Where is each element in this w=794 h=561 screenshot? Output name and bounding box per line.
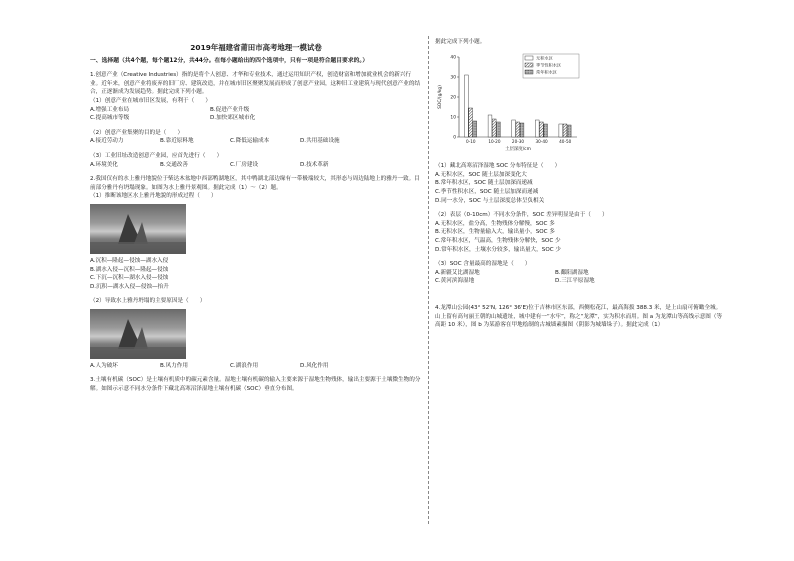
yardang-photo-2	[90, 309, 186, 359]
option[interactable]: D.同一水分，SOC 与土层深度总体呈负相关	[435, 197, 545, 204]
option[interactable]: C.降低运输成本	[230, 138, 270, 145]
option[interactable]: D.加快郊区城市化	[210, 115, 256, 122]
option[interactable]: B.交通改善	[160, 161, 188, 168]
x-axis-label: 土层深度/cm	[505, 146, 531, 152]
bar	[540, 122, 544, 137]
option[interactable]: A.人为破坏	[90, 362, 118, 369]
q3-stem-continued: 据此完成下列小题。	[435, 39, 486, 45]
soc-bar-chart	[435, 49, 585, 157]
y-axis-label: SOC/(g/kg)	[438, 84, 443, 109]
legend-swatch	[525, 70, 533, 74]
option[interactable]: A.环境美化	[90, 161, 118, 168]
option[interactable]: B.促进产业升级	[210, 106, 250, 113]
option[interactable]: C.下沉—沉积—湖水入侵—侵蚀	[90, 275, 169, 282]
q2-stem: 2.我国仅有的水上雅丹地貌位于柴达木盆地中西部鸭湖地区，其中鸭湖北部边缘有一带极端较大，其形态与周边陆地上的雅丹一致。目前部分雅丹有坍塌现象。如图为水上雅丹景观图。据此完成（1）～（2）题。	[90, 176, 420, 191]
option[interactable]: B.无积水区，生物量输入大，输出量小，SOC 多	[435, 229, 555, 236]
q1-sub3-options	[90, 161, 422, 170]
q3-sub3: （3）SOC 含量最高的湿地是（ ）	[435, 261, 531, 268]
y-tick-label: 20	[450, 95, 456, 101]
right-column	[435, 38, 725, 330]
x-tick-label: 0-10	[466, 138, 476, 144]
option[interactable]: D.常年积水区，土壤水分较多，输出量大，SOC 少	[435, 246, 562, 253]
option[interactable]: C.提高城市等级	[90, 115, 130, 122]
q1-sub3: （3）工业旧址改造创意产业园，应首先进行（ ）	[90, 152, 223, 159]
bar	[535, 120, 539, 137]
soc-chart	[435, 49, 725, 161]
option[interactable]: D.沉积—湖水入侵—侵蚀—抬升	[90, 283, 169, 290]
bar	[563, 124, 567, 137]
q1-sub2-options	[90, 137, 422, 146]
option[interactable]: C.常年积水区，气温高，生物残体分解快，SOC 少	[435, 237, 561, 244]
x-tick-label: 10-20	[488, 138, 501, 144]
q3-sub2: （2）表层（0-10cm）不同水分条件，SOC 差异明显是由于（ ）	[435, 212, 608, 219]
bar	[559, 124, 563, 137]
option[interactable]: B.常年积水区，SOC 随土层加深而递减	[435, 180, 533, 187]
q1-sub2: （2）创意产业集聚的目的是（ ）	[90, 129, 184, 136]
bar	[497, 122, 501, 137]
option[interactable]: A.无积水区，SOC 随土层加深变化大	[435, 171, 527, 178]
legend-swatch	[525, 63, 533, 67]
left-column	[90, 38, 422, 394]
option[interactable]: A.无积水区，盐分高，生物残体分解慢，SOC 多	[435, 220, 555, 227]
x-tick-label: 30-40	[535, 138, 548, 144]
option[interactable]: A.接近劳动力	[90, 138, 124, 145]
bar	[473, 121, 477, 137]
page-title: 2019年福建省莆田市高考地理一模试卷	[190, 43, 322, 52]
option[interactable]: B.靠近原料地	[160, 138, 194, 145]
option[interactable]: B.风力作用	[160, 362, 188, 369]
y-tick-label: 10	[450, 115, 456, 121]
option[interactable]: D.共用基础设施	[300, 138, 340, 145]
legend-label: 无积水区	[536, 55, 553, 61]
legend-label: 季节性积水区	[536, 62, 562, 68]
option[interactable]: C.湖浪作用	[230, 362, 259, 369]
q1-sub1: （1）创意产业在城市旧区发展，有利于（ ）	[90, 97, 212, 104]
y-tick-label: 0	[453, 135, 456, 141]
q2-sub2: （2）导致水上雅丹坍塌的主要原因是（ ）	[90, 298, 206, 305]
option[interactable]: A.新疆艾比湖湿地	[435, 269, 480, 276]
bar	[488, 115, 492, 137]
bar	[469, 108, 473, 137]
bar	[544, 124, 548, 137]
bar	[492, 119, 496, 137]
option[interactable]: D.技术革新	[300, 161, 329, 168]
bar	[516, 122, 520, 137]
legend-swatch	[525, 56, 533, 60]
q3-sub1-options	[435, 171, 725, 205]
x-tick-label: 40-50	[559, 138, 572, 144]
legend-label: 常年积水区	[536, 69, 557, 75]
q1-stem: 1.创意产业（Creative Industries）指的是将个人创意、才华和专业技术，通过运用知识产权，创造财富和增加就业机会的新兴行业。近年来，创意产业将废弃的旧厂房、建筑改造，并在城市旧区聚聚发展而形成了创意产业园，这种旧工业建筑与现代创意产业的结合，正逐渐成为发展趋势。据此完成下列小题。	[90, 72, 421, 96]
bar	[567, 125, 571, 137]
option[interactable]: C.黄河滨海湿地	[435, 278, 475, 285]
option[interactable]: D.三江平原湿地	[555, 278, 595, 285]
q1-sub1-options	[90, 106, 422, 123]
option[interactable]: A.增强工业布局	[90, 106, 130, 113]
q3-stem: 3.土壤有机碳（SOC）是土壤有机质中的碳元素含量。湿地土壤有机碳的输入主要来源于湿地生物残体，输出主要源于土壤微生物的分解。如图示示意不同水分条件下藏北高寒沼泽湿地土壤有机碳（SOC）垂直分布图。	[90, 377, 421, 393]
y-tick-label: 30	[450, 75, 456, 81]
option[interactable]: B.湖水入侵—沉积—隆起—侵蚀	[90, 266, 169, 273]
option[interactable]: D.风化作用	[300, 362, 329, 369]
column-divider	[428, 36, 429, 524]
y-tick-label: 40	[450, 55, 456, 61]
bar	[465, 75, 469, 137]
x-tick-label: 20-30	[511, 138, 525, 144]
q4-stem: 4.龙潭山公园(43° 52'N, 126° 36'E)位于吉林市区东部，西侧松花江，最高海拔 388.3 米，是上山扇可俯瞰全城。山上留有高句丽王朝的山城遗址，城中建有一“水牢”，称之“龙潭”，实为积水而用。图 a 为龙潭山等高线示意图（等高距 10 米），图 b 为某游客在甲地绘制的古城墙素描图（阴影为城墙垛子）。据此完成（1）	[435, 304, 723, 329]
q2-sub2-options	[90, 362, 422, 371]
option[interactable]: C.季节性积水区，SOC 随土层加深而递减	[435, 188, 539, 195]
q3-sub1: （1）藏北高寒沼泽湿地 SOC 分布特征是（ ）	[435, 163, 561, 170]
q2-sub1-options	[90, 257, 422, 291]
option[interactable]: B.鄱阳湖湿地	[555, 269, 589, 276]
bar	[520, 123, 524, 137]
q3-sub3-options	[435, 269, 725, 286]
section-heading: 一、选择题（共4个题，每个题12分，共44分。在每小题给出的四个选项中，只有一项是符合题目要求的。）	[90, 57, 369, 64]
q3-sub2-options	[435, 220, 725, 254]
option[interactable]: C.厂房建设	[230, 161, 259, 168]
yardang-photo	[90, 204, 186, 254]
bar	[512, 120, 516, 137]
option[interactable]: A.沉积—隆起—侵蚀—湖水入侵	[90, 257, 169, 264]
q2-sub1: （1）推断该地区水上雅丹地貌的形成过程（ ）	[90, 193, 217, 200]
